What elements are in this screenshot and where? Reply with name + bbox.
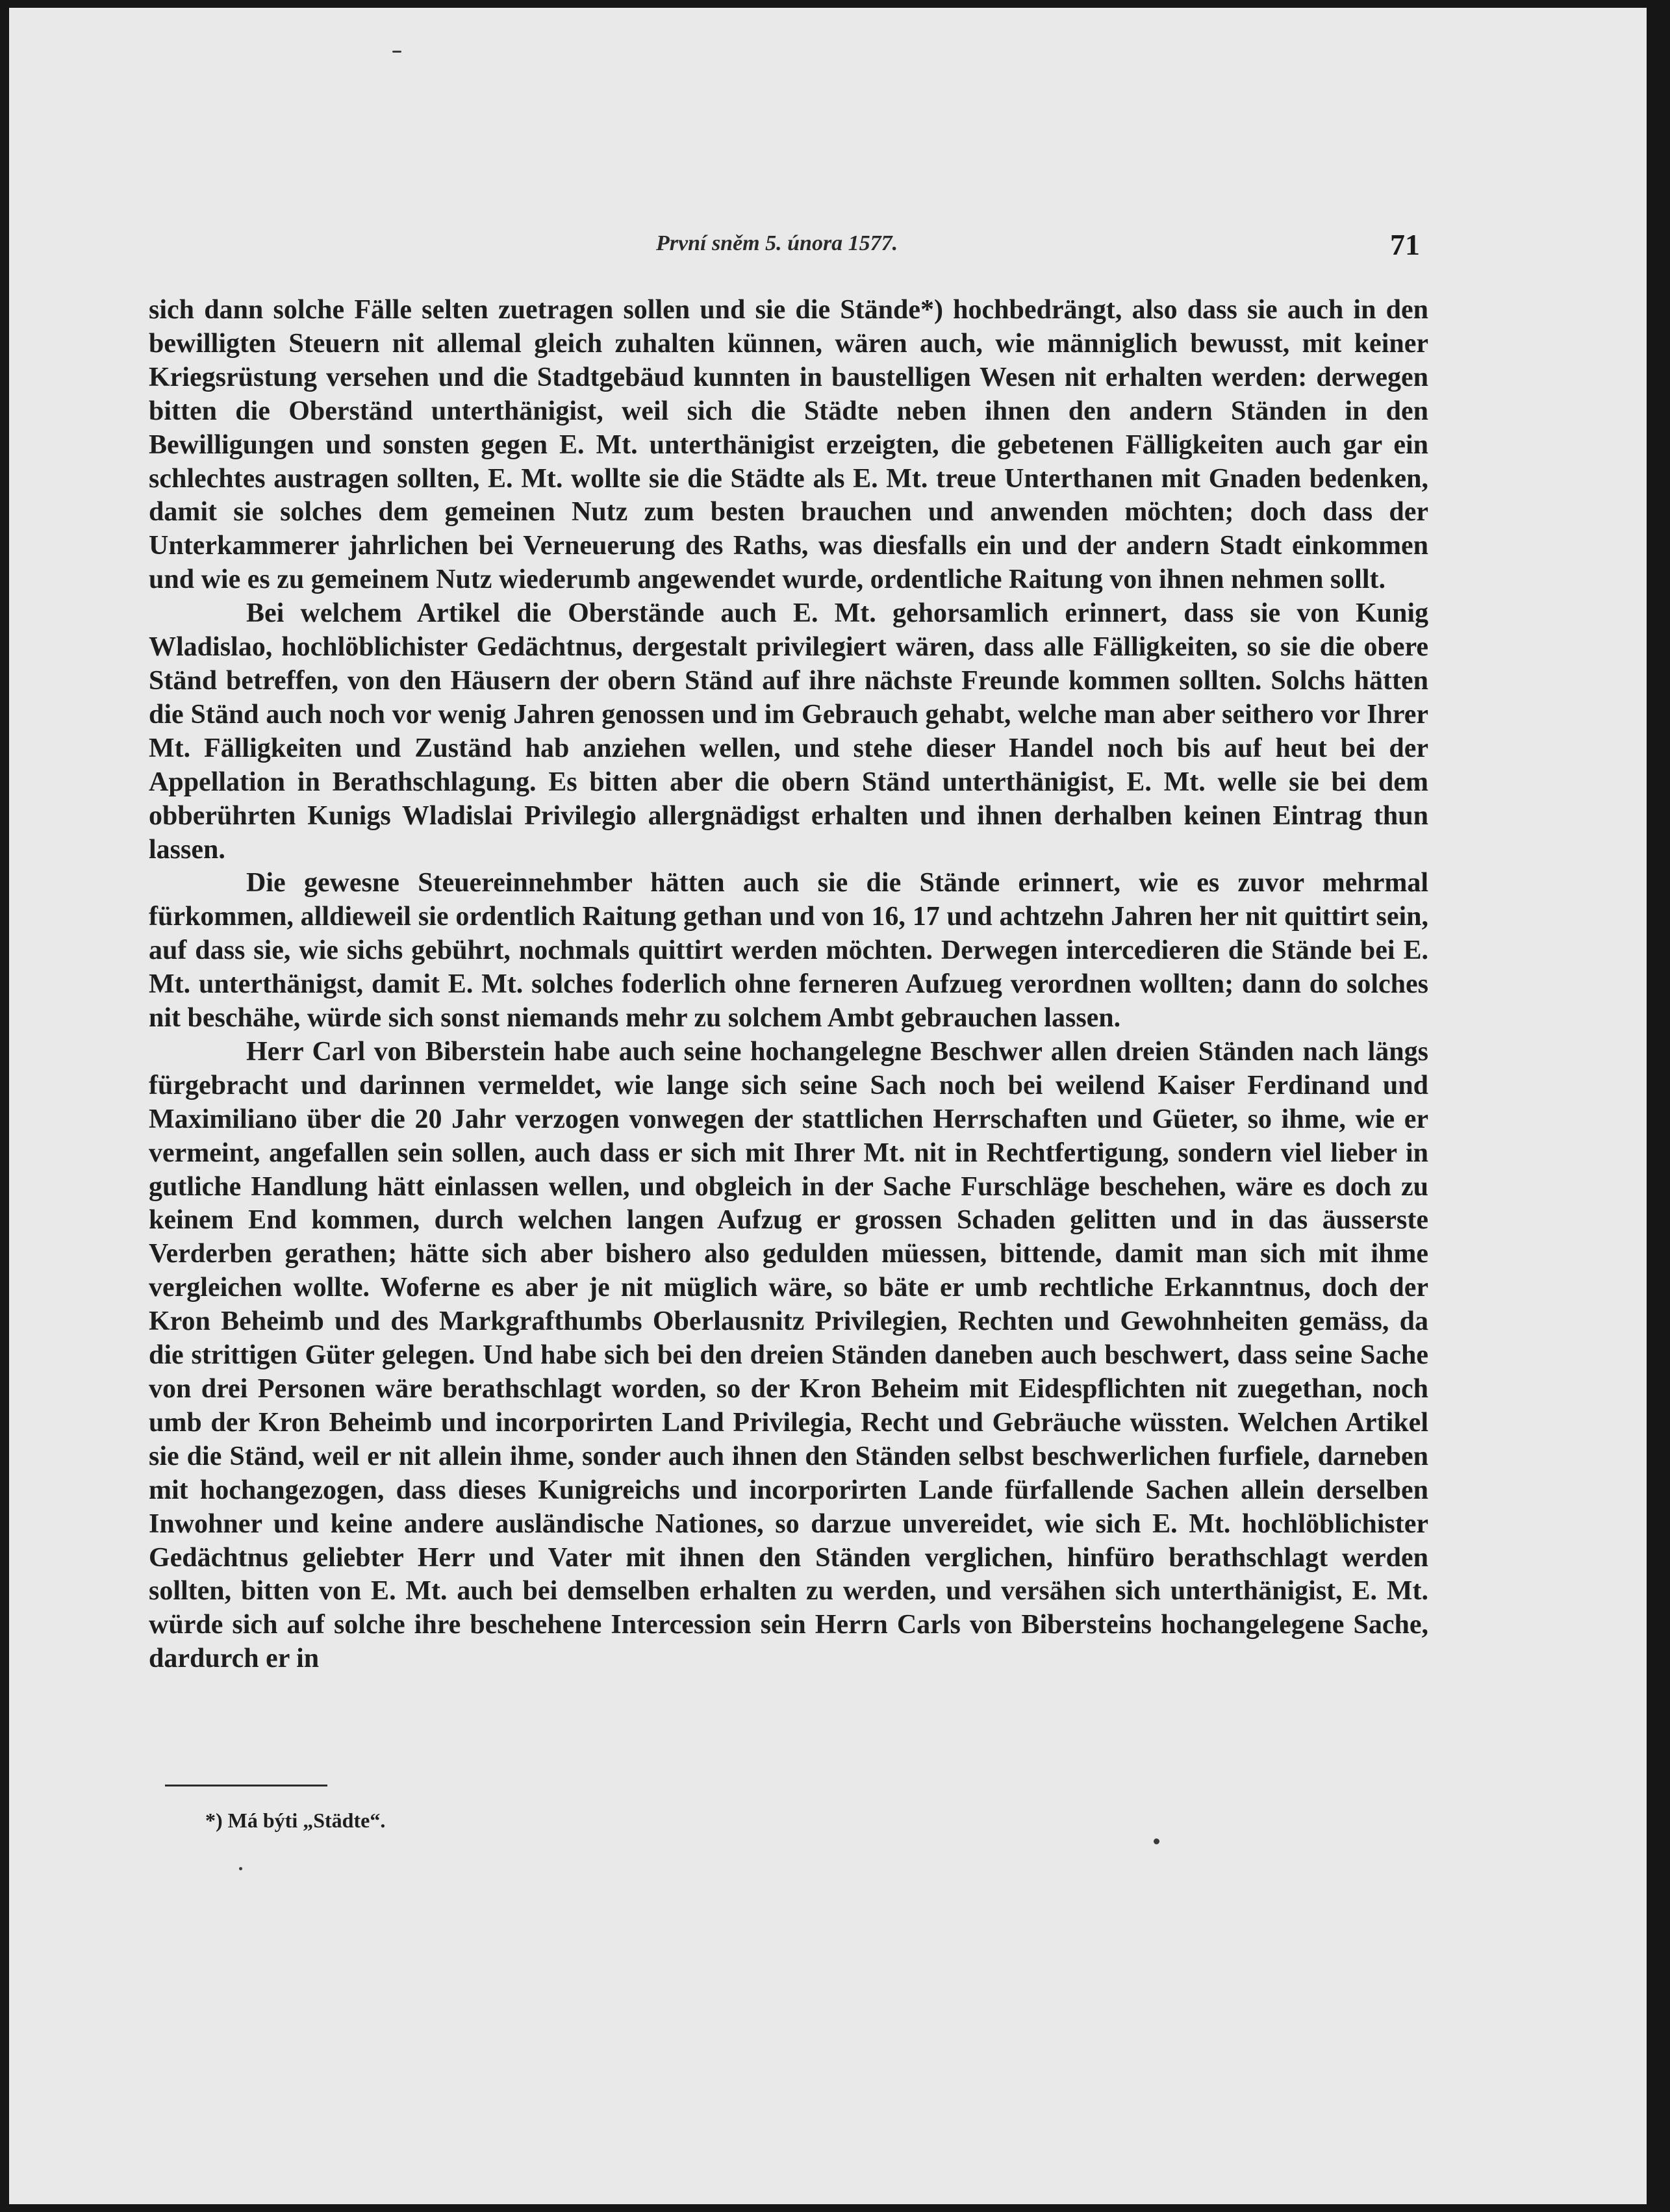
page-number: 71: [1390, 228, 1420, 261]
footnote-divider: [165, 1785, 327, 1786]
paragraph-1: sich dann solche Fälle selten zuetragen sollen und sie die Stände*) hochbedrängt, also dass sie auch in den bewilligten Steuern nit allemal gleich zuhalten künnen, wären auch, wie männiglich bewusst, mit keiner Kriegsrüstung versehen und die Stadtgebäud kunnten in baustelligen Wesen nit erhalten werden: derwegen bitten die Oberständ unterthänigist, weil sich die Städte neben ihnen den andern Ständen in den Bewilligungen und sonsten gegen E. Mt. unterthänigist erzeigten, die gebetenen Fälligkeiten auch gar ein schlechtes austragen sollten, E. Mt. wollte sie die Städte als E. Mt. treue Unterthanen mit Gnaden bedenken, damit sie solches dem gemeinen Nutz zum besten brauchen und anwenden möchten; doch dass der Unterkammerer jahrlichen bei Verneuerung des Raths, was diesfalls ein und der andern Stadt einkommen und wie es zu gemeinem Nutz wiederumb angewendet wurde, ordentliche Raitung von ihnen nehmen sollt.: [149, 295, 1428, 595]
scan-speck: [239, 1867, 242, 1870]
body-text: [149, 294, 1428, 1676]
paragraph-3: Die gewesne Steuereinnehmber hätten auch sie die Stände erinnert, wie es zuvor mehrmal fürkommen, alldieweil sie ordentlich Raitung gethan und von 16, 17 und achtzehn Jahren her nit quittirt sein, auf dass sie, wie sichs gebührt, nochmals quittirt werden möchten. Derwegen intercedieren die Stände bei E. Mt. unterthänigst, damit E. Mt. solches foderlich ohne ferneren Aufzueg verordnen wollten; dann do solches nit beschähe, würde sich sonst niemands mehr zu solchem Ambt gebrauchen lassen.: [149, 868, 1428, 1034]
page-header: [9, 227, 1647, 266]
scan-speck: [392, 51, 401, 53]
paragraph-4: Herr Carl von Biberstein habe auch seine hochangelegne Beschwer allen dreien Ständen nach längs fürgebracht und darinnen vermeldet, wie lange sich seine Sach noch bei weilend Kaiser Ferdinand und Maximiliano über die 20 Jahr verzogen vonwegen der stattlichen Herrschaften und Güeter, so ihme, wie er vermeint, angefallen sein sollen, auch dass er sich mit Ihrer Mt. nit in Rechtfertigung, sondern viel lieber in gutliche Handlung hätt einlassen wellen, und obgleich in der Sache Furschläge beschehen, wäre es doch zu keinem End kommen, durch welchen langen Aufzug er grossen Schaden gelitten und in das äusserste Verderben gerathen; hätte sich aber bishero also gedulden müessen, bittende, damit man sich mit ihme vergleichen wollte. Woferne es aber je nit müglich wäre, so bäte er umb rechtliche Erkanntnus, doch der Kron Beheimb und des Markgrafthumbs Oberlausnitz Privilegien, Rechten und Gewohnheiten gemäss, da die strittigen Güter gelegen. Und habe sich bei den dreien Ständen daneben auch beschwert, dass seine Sache von drei Personen wäre berathschlagt worden, so der Kron Beheim mit Eidespflichten nit zuegethan, noch umb der Kron Beheimb und incorporirten Land Privilegia, Recht und Gebräuche wüssten. Welchen Artikel sie die Ständ, weil er nit allein ihme, sonder auch ihnen den Ständen selbst beschwerlichen furfiele, darneben mit hochangezogen, dass dieses Kunigreichs und incorporirten Lande fürfallende Sachen allein derselben Inwohner und keine andere ausländische Nationes, so darzue unvereidet, wie sich E. Mt. hochlöblichister Gedächtnus geliebter Herr und Vater mit ihnen den Ständen verglichen, hinfüro berathschlagt werden sollten, bitten von E. Mt. auch bei demselben erhalten zu werden, und versähen sich unterthänigist, E. Mt. würde sich auf solche ihre beschehene Intercession sein Herrn Carls von Bibersteins hochangelegene Sache, dardurch er in: [149, 1036, 1428, 1674]
paragraph-2: Bei welchem Artikel die Oberstände auch E. Mt. gehorsamlich erinnert, dass sie von Kunig Wladislao, hochlöblichister Gedächtnus, dergestalt privilegiert wären, dass alle Fälligkeiten, so sie die obere Ständ betreffen, von den Häusern der obern Ständ auf ihre nächste Freunde kommen sollten. Solchs hätten die Ständ auch noch vor wenig Jahren genossen und im Gebrauch gehabt, welche man aber seithero vor Ihrer Mt. Fälligkeiten und Zuständ hab anziehen wellen, und stehe dieser Handel noch bis auf heut bei der Appellation in Berathschlagung. Es bitten aber die obern Ständ unterthänigist, E. Mt. welle sie bei dem obberührten Kunigs Wladislai Privilegio allergnädigst erhalten und ihnen derhalben keinen Eintrag thun lassen.: [149, 598, 1428, 865]
document-page: [9, 8, 1647, 2204]
footnote: *) Má býti „Städte“.: [205, 1809, 386, 1832]
scan-speck: [1154, 1838, 1159, 1844]
running-title: První sněm 5. února 1577.: [656, 231, 898, 255]
